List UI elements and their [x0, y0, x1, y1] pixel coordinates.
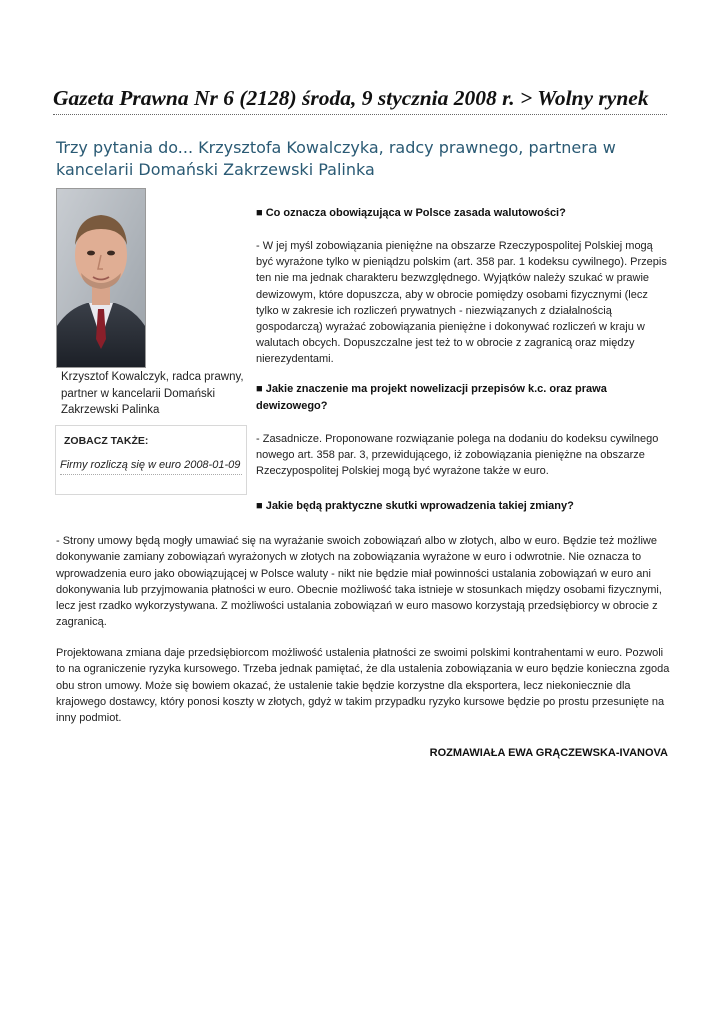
see-also-underline [60, 474, 242, 475]
answer-3-paragraph-2: Projektowana zmiana daje przedsiębiorcom możliwość ustalenia płatności ze swoimi polskimi kontrahentami w euro. Pozwoli to na ograniczenie ryzyka kursowego. Trzeba jednak pamiętać, że dla ustalenia zobowiązania w euro będzie konieczna zgoda obu stron umowy. Może się bowiem okazać, że ustalenie takie będzie korzystne dla eksportera, lecz niekoniecznie dla krajowego dostawcy, który ponosi koszty w złotych, gdyż w takim przypadku ryzyko kursowe będzie po prostu przesunięte na inny podmiot. [56, 647, 670, 725]
portrait-image [57, 189, 145, 367]
see-also-title: ZOBACZ TAKŻE: [64, 435, 149, 447]
question-2: ■ Jakie znaczenie ma projekt nowelizacji przepisów k.c. oraz prawa dewizowego? [256, 383, 607, 412]
see-also-link[interactable]: Firmy rozliczą się w euro 2008-01-09 [60, 459, 241, 471]
article-headline: Trzy pytania do... Krzysztofa Kowalczyka, radcy prawnego, partnera w kancelarii Domański Zakrzewski Palinka [56, 138, 616, 179]
author-photo [56, 188, 146, 368]
answer-1: - W jej myśl zobowiązania pieniężne na obszarze Rzeczypospolitej Polskiej mogą być wyrażone tylko w pieniądzu polskim (art. 358 par. 1 kodeksu cywilnego). Przepis ten nie ma jednak charakteru bezwzględnego. Wyjątków należy szukać w prawie dewizowym, które dopuszcza, aby w obrocie pomiędzy osobami fizycznymi (lecz tylko w zakresie ich rozliczeń prywatnych - niezwiązanych z działalnością gospodarczą) wyrażać zobowiązania pieniężne i dokonywać rozliczeń w kraju w walutach obcych. Dopuszczalne jest też to w obrocie z zagranicą oraz między nierezydentami. [256, 240, 667, 366]
masthead: Gazeta Prawna Nr 6 (2128) środa, 9 stycznia 2008 r. > Wolny rynek [53, 86, 649, 110]
answer-2: - Zasadnicze. Proponowane rozwiązanie polega na dodaniu do kodeksu cywilnego nowego art. 358 par. 3, przewidującego, iż zobowiązania pieniężne na obszarze Rzeczypospolitej Polskiej mogą być wyrażone także w euro. [256, 433, 659, 478]
question-1: ■ Co oznacza obowiązująca w Polsce zasada walutowości? [256, 207, 566, 219]
answer-3-paragraph-1: - Strony umowy będą mogły umawiać się na wyrażanie swoich zobowiązań albo w złotych, albo w euro. Będzie też możliwe dokonywanie zamiany zobowiązań wyrażonych w złotych na zobowiązania wyrażone w euro i odwrotnie. Nie oznacza to wprowadzenia euro jako obowiązującej w Polsce waluty - nikt nie będzie miał powinności ustalania zobowiązań w euro ani dokonywania lub przyjmowania płatności w euro. Obecnie możliwość taka istnieje w stosunkach między osobami fizycznymi, lecz jest rzadko wykorzystywana. Z możliwości ustalania zobowiązań w euro masowo korzystają przedsiębiorcy w obrocie z zagranicą. [56, 535, 662, 629]
masthead-divider [53, 114, 667, 115]
interviewer-byline: ROZMAWIAŁA EWA GRĄCZEWSKA-IVANOVA [429, 747, 668, 759]
question-3: ■ Jakie będą praktyczne skutki wprowadzenia takiej zmiany? [256, 500, 574, 512]
see-also-box [55, 425, 247, 495]
photo-caption: Krzysztof Kowalczyk, radca prawny, partner w kancelarii Domański Zakrzewski Palinka [61, 371, 244, 416]
